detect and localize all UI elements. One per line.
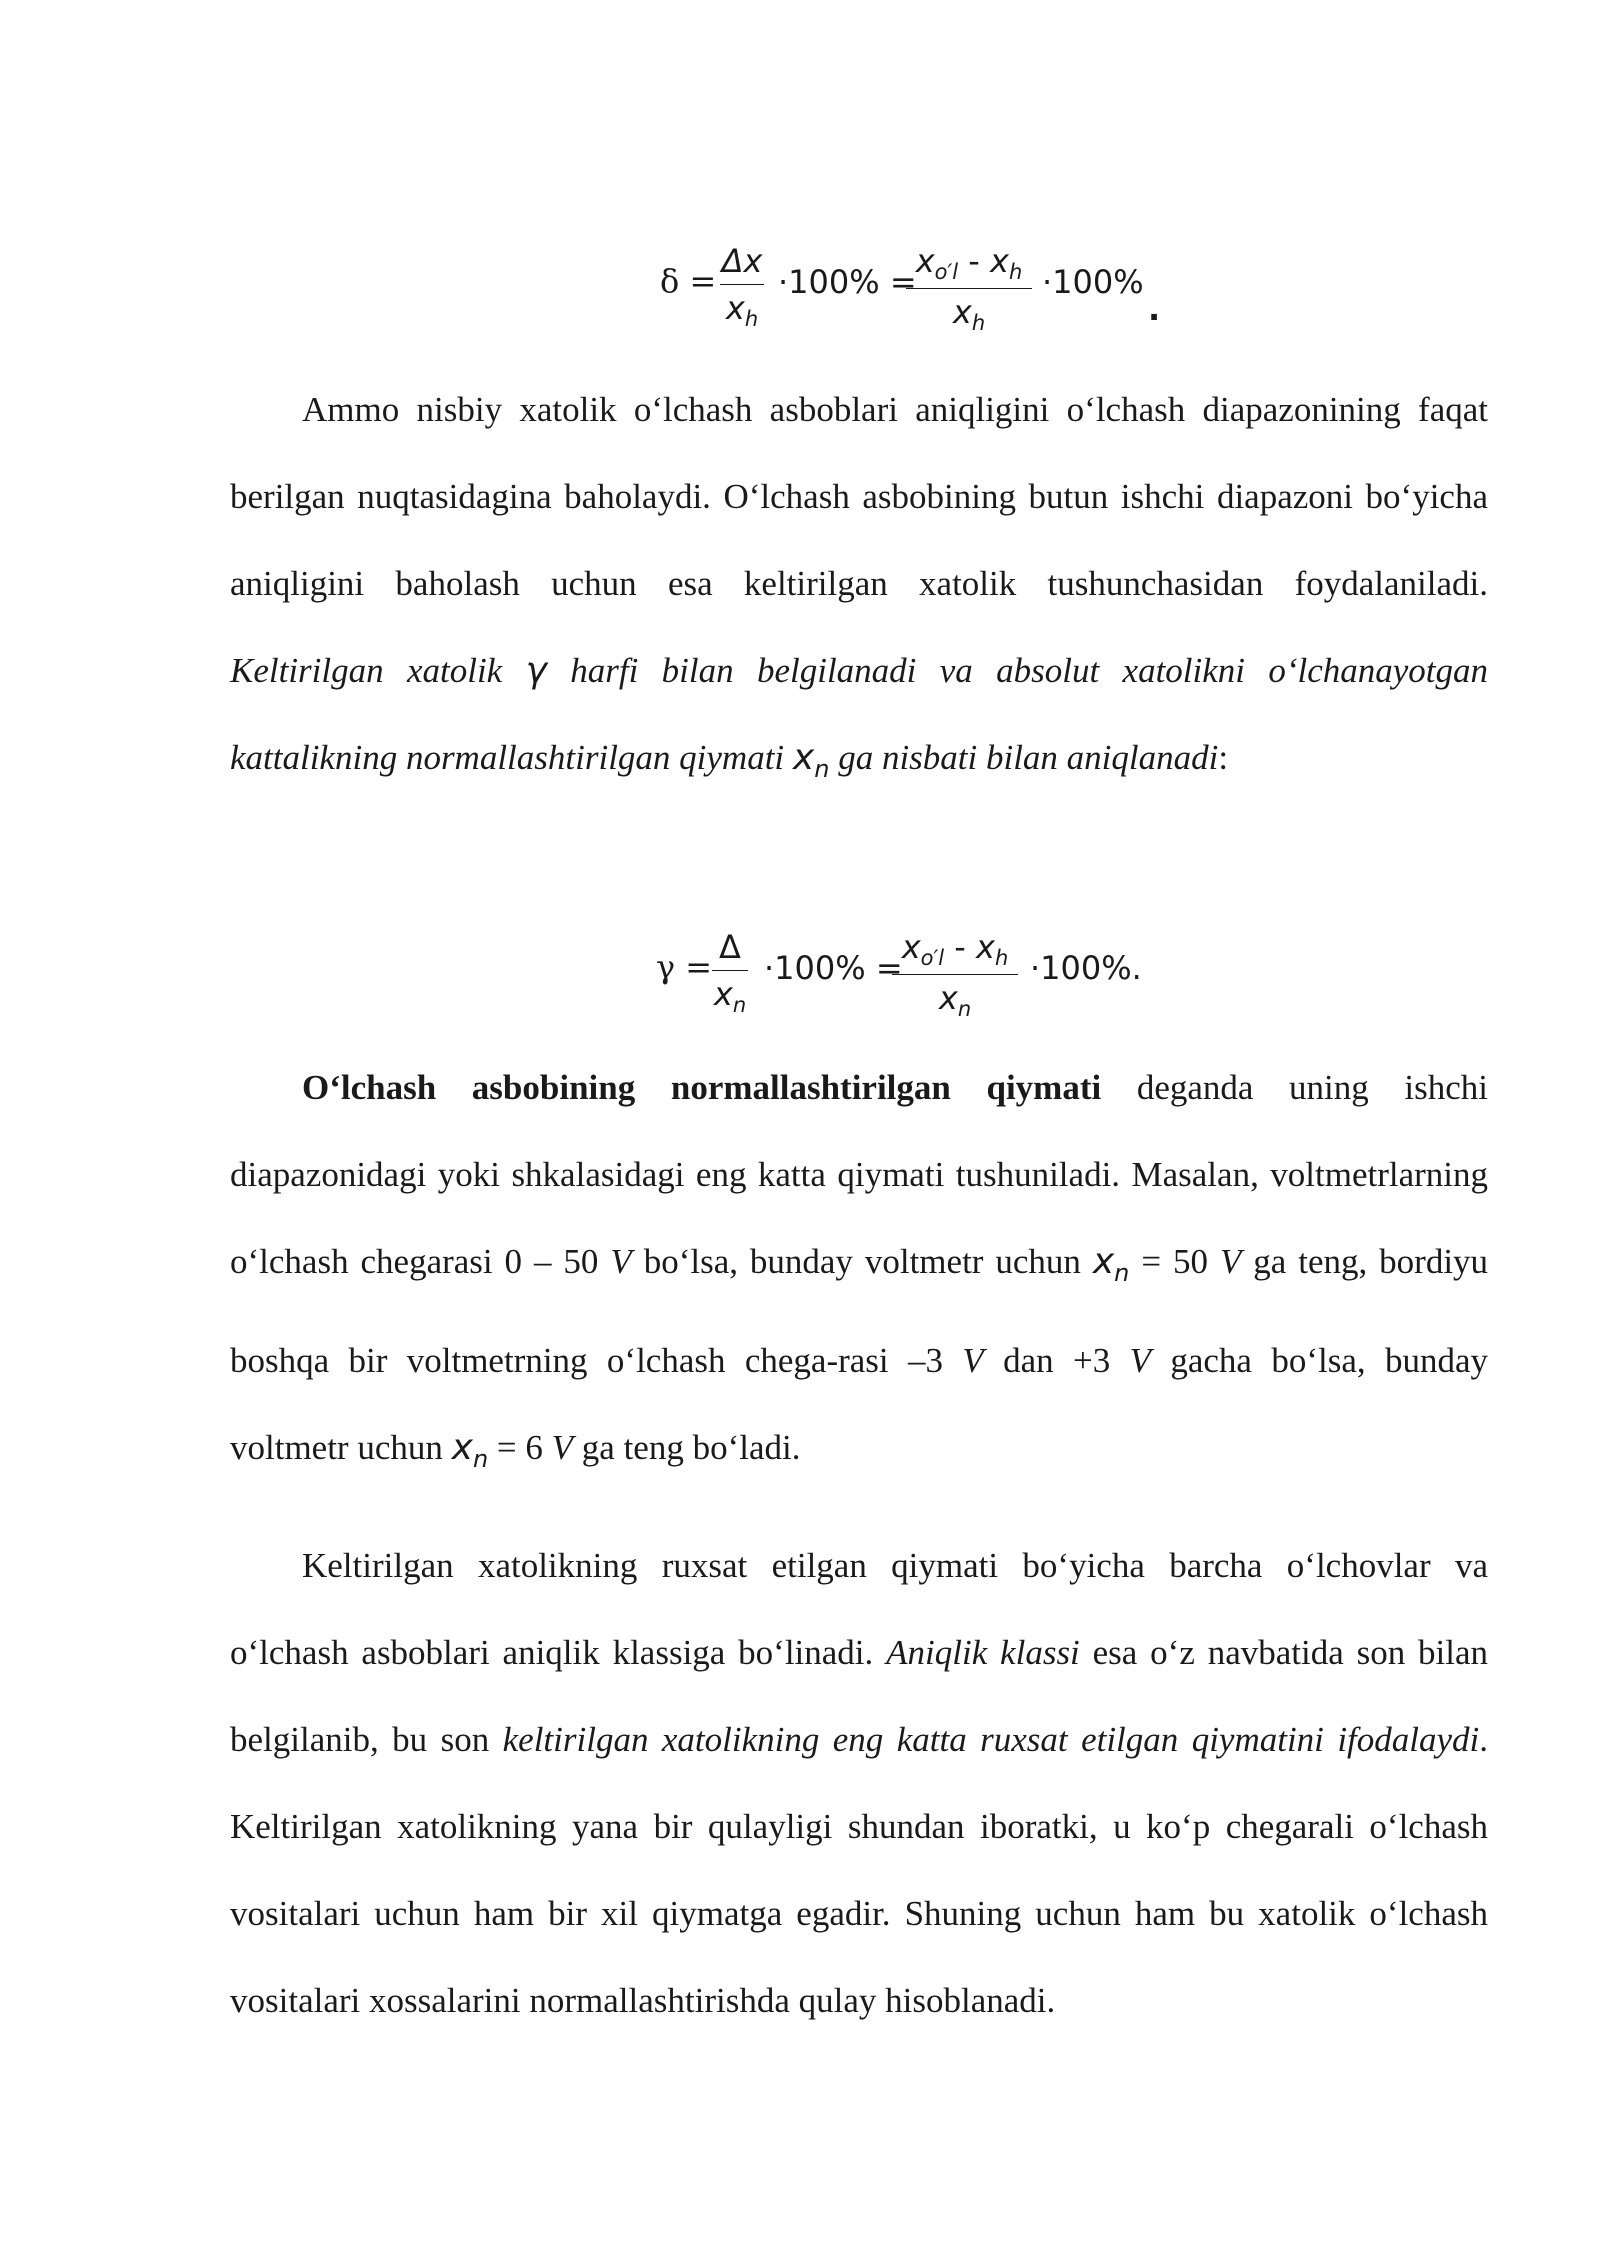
numerator: $x_{o'l} - x_h$ <box>915 242 1023 284</box>
multiplier: ·100%. <box>1030 949 1142 987</box>
formula-end-dot: . <box>1148 290 1161 328</box>
formula-reduced-error <box>0 0 1600 1020</box>
multiplier: ·100% <box>1042 263 1144 301</box>
paragraph-relative-vs-reduced-error: Ammo nisbiy xatolik o‘lchash asboblari aniqligini o‘lchash diapazonining faqat berilgan nuqtasidagina baholaydi. O‘lchash asbobining butun ishchi diapazoni bo‘yicha aniqligini baholash uchun esa keltirilgan xatolik tushunchasidan foydalaniladi. Keltirilgan xatolik γ harfi bilan belgilanadi va absolut xatolikni o‘lchanayotgan kattalikning normallashtirilgan qiymati $x_n$ ga nisbati bilan aniqlanadi: <box>230 390 1489 783</box>
formula-lhs: γ = <box>656 948 713 986</box>
xn-symbol: $x_n$ <box>451 1427 489 1473</box>
numerator: Δx <box>721 242 763 280</box>
formula-lhs: δ = <box>660 262 717 300</box>
denominator: $x_h$ <box>952 293 986 335</box>
xn-symbol: $x_n$ <box>792 737 830 783</box>
fraction-bar <box>712 970 748 971</box>
multiplier: ·100% = <box>778 263 917 301</box>
fraction-bar <box>892 974 1018 975</box>
multiplier: ·100% = <box>764 949 903 987</box>
fraction <box>892 928 1018 1021</box>
paragraph-accuracy-class: Keltirilgan xatolikning ruxsat etilgan qiymati bo‘yicha barcha o‘lchovlar va o‘lchash asboblari aniqlik klassiga bo‘linadi. Aniqlik klassi esa o‘z navbatida son bilan belgilanib, bu son keltirilgan xatolikning eng katta ruxsat etilgan qiymatini ifodalaydi. Keltirilgan xatolikning yana bir qulayligi shundan iboratki, u ko‘p chegarali o‘lchash vositalari uchun ham bir xil qiymatga egadir. Shuning uchun ham bu xatolik o‘lchash vositalari xossalarini normallashtirishda qulay hisoblanadi. <box>230 1546 1489 2020</box>
numerator: $x_{o'l} - x_h$ <box>901 928 1009 970</box>
denominator: $x_h$ <box>725 289 759 331</box>
fraction <box>712 928 748 1017</box>
denominator: $x_n$ <box>938 979 972 1021</box>
gamma-symbol: γ <box>525 650 547 691</box>
denominator: $x_n$ <box>713 975 747 1017</box>
xn-symbol: $x_n$ <box>1092 1241 1130 1287</box>
paragraph-normalized-value: O‘lchash asbobining normallashtirilgan qiymati deganda uning ishchi diapazonidagi yoki shkalasidagi eng katta qiymati tushuniladi. Masalan, voltmetrlarning o‘lchash chegarasi 0 – 50 V bo‘lsa, bunday voltmetr uchun $x_n = 50$ V ga teng, bordiyu boshqa bir voltmetrning o‘lchash chega-rasi –3 V dan +3 V gacha bo‘lsa, bunday voltmetr uchun $x_n = 6$ V ga teng bo‘ladi. <box>230 1068 1489 1473</box>
numerator: Δ <box>719 928 741 966</box>
